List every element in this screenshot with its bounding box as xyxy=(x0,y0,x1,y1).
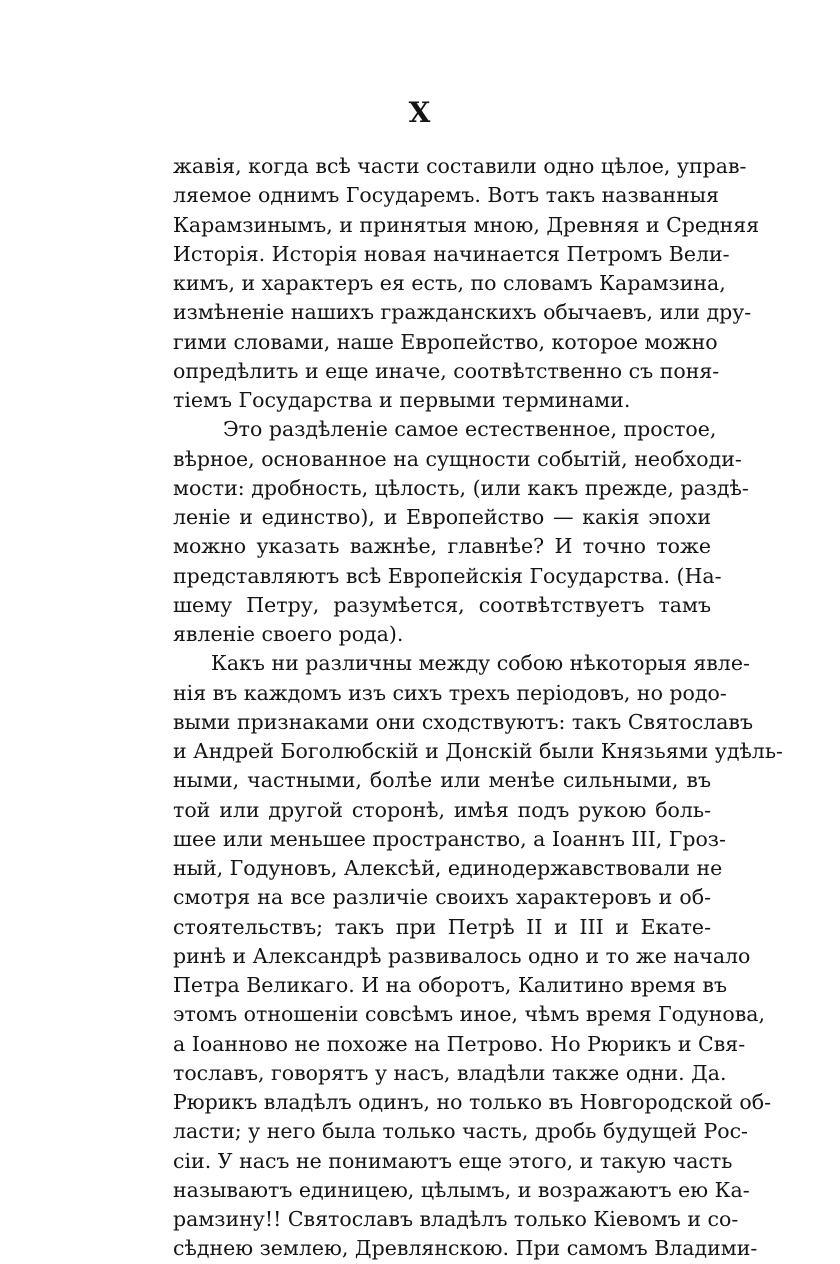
text-line: сіи. У насъ не понимаютъ еще этого, и такую часть xyxy=(173,1148,733,1173)
text-line: смотря на все различіе своихъ характеровъ и об- xyxy=(173,885,711,910)
text-line: этомъ отношеніи совсѣмъ иное, чѣмъ время Годунова, xyxy=(173,1002,765,1027)
text-line: явленіе своего рода). xyxy=(173,622,404,646)
text-line: Это раздѣленіе самое естественное, простое, xyxy=(223,417,717,442)
text-line: и Андрей Боголюбскій и Донскій были Князьями удѣль- xyxy=(173,739,783,763)
text-line: гими словами, наше Европейство, которое можно xyxy=(173,329,718,354)
text-line: шему Петру, разумѣется, соотвѣтствуетъ тамъ xyxy=(173,592,711,617)
body-text xyxy=(173,152,783,1264)
text-line: называютъ единицею, цѣлымъ, и возражаютъ ею Ка- xyxy=(173,1177,750,1202)
text-line: измѣненіе нашихъ гражданскихъ обычаевъ, или дру- xyxy=(173,300,752,325)
text-line: нія въ каждомъ изъ сихъ трехъ періодовъ, но родо- xyxy=(173,680,727,705)
page-number: X xyxy=(408,96,432,129)
text-line: той или другой сторонѣ, имѣя подъ рукою боль- xyxy=(173,797,711,822)
text-line: представляютъ всѣ Европейскія Государства. (На- xyxy=(173,563,722,588)
text-line: Исторія. Исторія новая начинается Петромъ Вели- xyxy=(173,241,730,266)
text-line: жавія, когда всѣ части составили одно цѣлое, управ- xyxy=(173,154,747,178)
text-line: ринѣ и Александрѣ развивалось одно и то же начало xyxy=(173,943,751,968)
text-line: Рюрикъ владѣлъ одинъ, но только въ Новгородской об- xyxy=(173,1090,772,1114)
text-line: ный, Годуновъ, Алексѣй, единодержавствовали не xyxy=(173,856,723,880)
text-line: Петра Великаго. И на оборотъ, Калитино время въ xyxy=(173,973,728,997)
text-line: тославъ, говорятъ у насъ, владѣли также одни. Да. xyxy=(173,1060,727,1085)
text-line: мости: дробность, цѣлость, (или какъ прежде, раздѣ- xyxy=(173,475,749,500)
text-line: тіемъ Государства и первыми терминами. xyxy=(173,388,631,412)
paragraph xyxy=(173,152,760,415)
text-line: Какъ ни различны между собою нѣкоторыя явле- xyxy=(211,651,750,676)
paragraph xyxy=(173,415,749,649)
text-line: ляемое однимъ Государемъ. Вотъ такъ названныя xyxy=(173,183,720,208)
text-line: ными, частными, болѣе или менѣе сильными, въ xyxy=(173,768,711,793)
text-line: вѣрное, основанное на сущности событій, необходи- xyxy=(173,446,742,471)
text-line: выми признаками они сходствуютъ: такъ Святославъ xyxy=(173,709,754,734)
text-line: кимъ, и характеръ ея есть, по словамъ Карамзина, xyxy=(173,271,726,295)
text-line: ласти; у него была только часть, дробь будущей Рос- xyxy=(173,1119,748,1144)
text-line: Карамзинымъ, и принятыя мною, Древняя и Средняя xyxy=(173,212,760,237)
text-line: опредѣлить и еще иначе, соотвѣтственно съ поня- xyxy=(173,358,720,383)
text-line: рамзину!! Святославъ владѣлъ только Кіевомъ и со- xyxy=(173,1207,739,1231)
text-line: шее или меньшее пространство, а Іоаннъ III, Гроз- xyxy=(173,826,726,851)
text-line: леніе и единство), и Европейство — какія эпохи xyxy=(173,505,711,529)
text-line: можно указать важнѣе, главнѣе? И точно тоже xyxy=(173,534,711,559)
text-line: стоятельствъ; такъ при Петрѣ II и III и Екате- xyxy=(173,914,711,939)
text-line: а Іоанново не похоже на Петрово. Но Рюрикъ и Свя- xyxy=(173,1031,746,1056)
text-line: сѣднею землею, Древлянскою. При самомъ Владими- xyxy=(173,1236,758,1261)
paragraph xyxy=(173,649,783,1263)
